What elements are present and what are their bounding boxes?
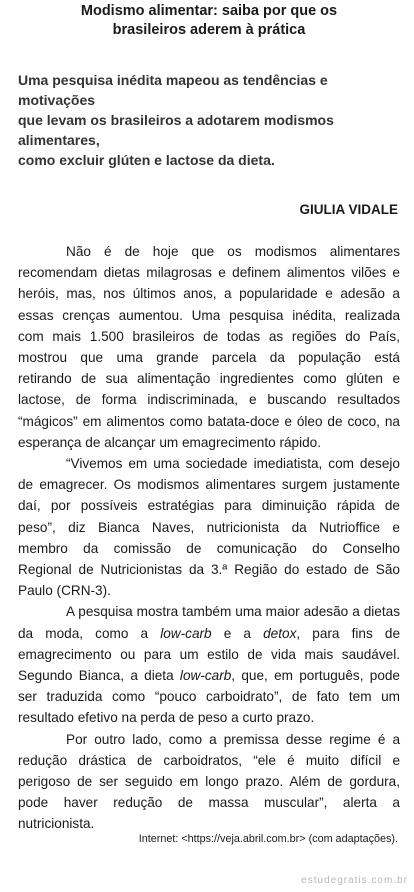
- paragraph-line: Segundo Bianca, a dieta low-carb, que, em português, pode: [18, 668, 400, 684]
- paragraph-line: nutricionista.: [18, 816, 95, 832]
- paragraph-line: daí, por possíveis estratégias para diminuição rápida de: [18, 498, 400, 514]
- paragraph-line: Não é de hoje que os modismos alimentares: [66, 244, 400, 259]
- paragraph-line: Por outro lado, como a premissa desse regime é a: [66, 731, 400, 747]
- paragraph-line: membro da comissão de comunicação do Conselho: [18, 540, 400, 556]
- paragraph-line: mostrou que uma grande parcela da população está: [18, 350, 400, 366]
- paragraph-line: esperança de alcançar um emagrecimento rápido.: [18, 434, 322, 450]
- paragraph-line: resultado efetivo na perda de peso a curto prazo.: [18, 710, 315, 726]
- article-title: [18, 0, 400, 40]
- body-paragraph: [18, 729, 400, 835]
- article-body: [18, 241, 400, 835]
- body-paragraph: [18, 453, 400, 601]
- paragraph-line: lactose, de forma indiscriminada, e buscando resultados: [18, 392, 400, 408]
- article-lead: [18, 70, 400, 170]
- title-line-2: brasileiros aderem à prática: [112, 22, 306, 38]
- paragraph-line: Paulo (CRN-3).: [18, 583, 111, 599]
- lead-line-3: como excluir glúten e lactose da dieta.: [18, 152, 275, 168]
- lead-line-1: Uma pesquisa inédita mapeou as tendências e motivações: [18, 72, 328, 108]
- watermark: estudegratis.com.br: [301, 875, 408, 886]
- paragraph-line: redução drástica de carboidratos, “ele é muito difícil e: [18, 752, 400, 768]
- paragraph-line: ser traduzida como “pouco carboidrato”, de fato tem um: [18, 689, 400, 705]
- paragraph-line: com mais 1.500 brasileiros de todas as regiões do País,: [18, 328, 400, 344]
- paragraph-line: Regional de Nutricionistas da 3.ª Região do estado de São: [18, 562, 400, 578]
- paragraph-line: “mágicos” em alimentos como batata-doce e óleo de coco, na: [18, 413, 400, 429]
- paragraph-line: essas crenças aumentou. Uma pesquisa inédita, realizada: [18, 307, 400, 323]
- paragraph-line: peso”, diz Bianca Naves, nutricionista da Nutrioffice e: [18, 519, 400, 535]
- body-paragraph: [18, 241, 400, 453]
- article-author: GIULIA VIDALE: [299, 202, 398, 217]
- paragraph-line: de emagrecer. Os modismos alimentares surgem justamente: [18, 477, 400, 493]
- paragraph-line: recomendam dietas milagrosas e definem alimentos vilões e: [18, 265, 400, 281]
- paragraph-line: retirando de sua alimentação ingredientes como glúten e: [18, 371, 400, 387]
- paragraph-line: perigoso de ser seguido em longo prazo. Além de gordura,: [18, 774, 400, 790]
- lead-line-2: que levam os brasileiros a adotarem modismos alimentares,: [18, 112, 334, 148]
- title-line-1: Modismo alimentar: saiba por que os: [80, 3, 338, 19]
- body-paragraph: [18, 601, 400, 728]
- paragraph-line: da moda, como a low-carb e a detox, para fins de: [18, 625, 401, 641]
- paragraph-line: “Vivemos em uma sociedade imediatista, com desejo: [66, 456, 400, 472]
- paragraph-line: emagrecimento ou para um estilo de vida mais saudável.: [18, 646, 400, 662]
- paragraph-line: heróis, mas, nos últimos anos, a popularidade e adesão a: [18, 286, 400, 302]
- paragraph-line: pode haver redução de massa muscular”, alerta a: [18, 795, 400, 811]
- paragraph-line: A pesquisa mostra também uma maior adesão a dietas: [66, 604, 400, 620]
- source-citation: Internet: <https://veja.abril.com.br> (com adaptações).: [138, 833, 398, 845]
